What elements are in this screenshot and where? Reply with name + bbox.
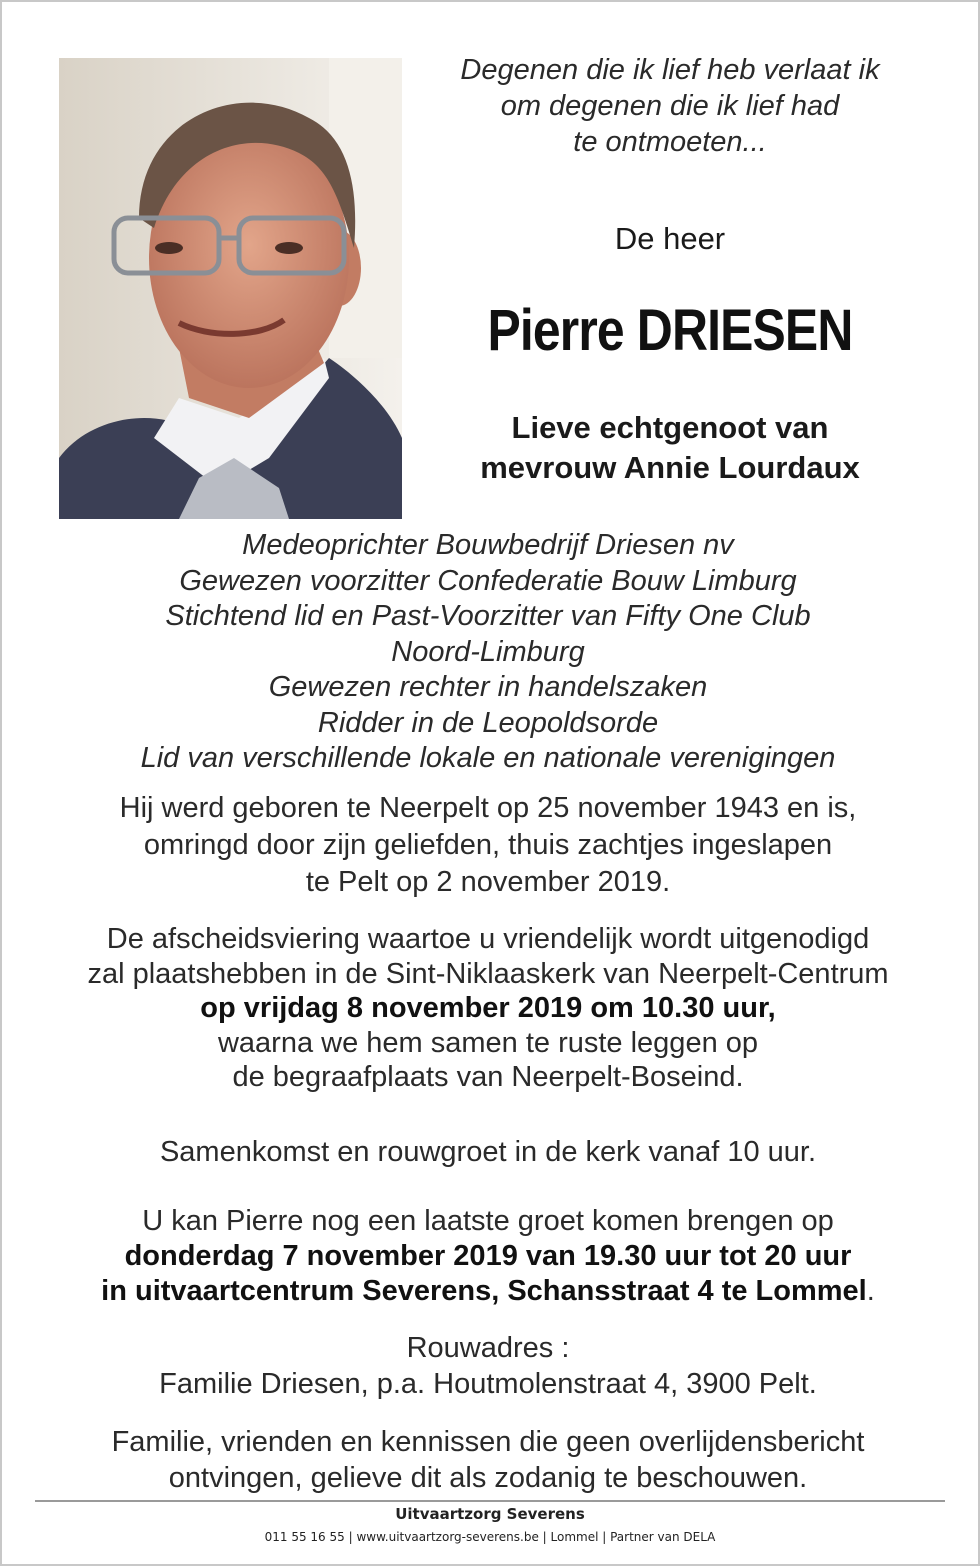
footer-divider xyxy=(35,1500,945,1502)
quote-line: Degenen die ik lief heb verlaat ik xyxy=(460,54,880,86)
title-item: Gewezen rechter in handelszaken xyxy=(268,671,708,703)
gathering-line: Samenkomst en rouwgroet in de kerk vanaf 10 uur. xyxy=(159,1136,817,1168)
visit-end: . xyxy=(866,1275,875,1307)
birth-line: Hij werd geboren te Neerpelt op 25 november 1943 en is, xyxy=(119,792,857,824)
birth-line: te Pelt op 2 november 2019. xyxy=(305,866,671,898)
mourning-address xyxy=(20,1330,956,1402)
birth-line: omringd door zijn geliefden, thuis zachtjes ingeslapen xyxy=(143,829,833,861)
visit-line: U kan Pierre nog een laatste groet komen brengen op xyxy=(142,1205,834,1237)
title-item: Ridder in de Leopoldsorde xyxy=(317,706,659,739)
titles-list xyxy=(20,528,956,777)
ceremony-line: zal plaatshebben in de Sint-Niklaaskerk van Neerpelt-Centrum xyxy=(87,957,889,990)
opening-quote xyxy=(420,52,920,160)
title-item: Lid van verschillende lokale en nationale verenigingen xyxy=(140,742,836,774)
notice-line: Familie, vrienden en kennissen die geen overlijdensbericht xyxy=(111,1426,865,1458)
footer-company: Uitvaartzorg Severens xyxy=(395,1505,585,1523)
notice-line: ontvingen, gelieve dit als zodanig te beschouwen. xyxy=(168,1462,808,1494)
title-item: Stichtend lid en Past-Voorzitter van Fifty One Club xyxy=(165,600,811,632)
salutation: De heer xyxy=(614,221,726,256)
spouse-line-1: Lieve echtgenoot van xyxy=(511,410,829,445)
visit-where: in uitvaartcentrum Severens, Schansstraat 4 te Lommel xyxy=(101,1275,867,1307)
ceremony-date: op vrijdag 8 november 2019 om 10.30 uur, xyxy=(200,992,776,1024)
notice-paragraph xyxy=(20,1424,956,1496)
deceased-name: Pierre DRIESEN xyxy=(487,298,853,363)
portrait-illustration xyxy=(59,58,402,519)
spouse-line-2: mevrouw Annie Lourdaux xyxy=(480,450,860,485)
ceremony-paragraph xyxy=(20,922,956,1095)
quote-line: te ontmoeten... xyxy=(573,126,767,158)
ceremony-line: De afscheidsviering waartoe u vriendelijk wordt uitgenodigd xyxy=(106,923,870,955)
ceremony-line: de begraafplaats van Neerpelt-Boseind. xyxy=(232,1061,744,1093)
address-value: Familie Driesen, p.a. Houtmolenstraat 4, 3900 Pelt. xyxy=(159,1368,817,1400)
address-label: Rouwadres : xyxy=(406,1332,570,1364)
footer-contact-info: 011 55 16 55 | www.uitvaartzorg-severens.be | Lommel | Partner van DELA xyxy=(264,1530,716,1544)
ceremony-line: waarna we hem samen te ruste leggen op xyxy=(217,1026,759,1059)
spouse-line xyxy=(420,408,920,488)
portrait-photo xyxy=(59,58,402,519)
birth-paragraph xyxy=(20,790,956,901)
visit-when: donderdag 7 november 2019 van 19.30 uur tot 20 uur xyxy=(124,1240,852,1272)
title-item: Noord-Limburg xyxy=(391,635,585,668)
title-item: Medeoprichter Bouwbedrijf Driesen nv xyxy=(242,529,734,561)
visit-paragraph xyxy=(20,1204,956,1309)
title-item: Gewezen voorzitter Confederatie Bouw Limburg xyxy=(179,564,797,597)
quote-line: om degenen die ik lief had xyxy=(500,90,840,122)
